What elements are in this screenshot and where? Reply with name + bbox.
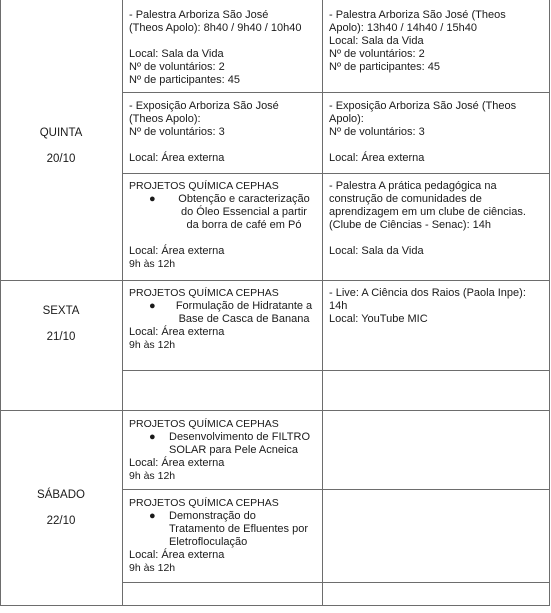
day-name: SÁBADO — [37, 489, 85, 501]
event-time: 9h às 12h — [129, 470, 176, 482]
event-cell — [129, 100, 319, 165]
event-volunteers: Nº de voluntários: 3 — [329, 126, 425, 138]
event-time: 9h às 12h — [129, 562, 176, 574]
event-cell — [129, 497, 319, 575]
event-volunteers: Nº de voluntários: 3 — [129, 126, 225, 138]
event-title: - Exposição Arboriza São José (Theos Apolo): — [329, 100, 517, 125]
event-title: - Palestra Arboriza São José (Theos Apolo): 8h40 / 9h40 / 10h40 — [129, 9, 302, 34]
event-time: 9h às 12h — [129, 339, 176, 351]
event-cell — [129, 418, 319, 483]
event-location: Local: Sala da Vida — [329, 35, 424, 47]
table-column-divider-1 — [122, 0, 123, 605]
event-title: - Exposição Arboriza São José (Theos Apolo): — [129, 100, 279, 125]
event-cell — [329, 100, 547, 165]
event-cell — [329, 9, 547, 74]
bullet-icon: ● — [149, 300, 156, 312]
event-cell — [129, 180, 319, 271]
event-location: Local: Área externa — [129, 245, 225, 257]
project-header: PROJETOS QUÍMICA CEPHAS — [129, 418, 279, 430]
event-location: Local: YouTube MIC — [329, 313, 428, 325]
event-title: - Palestra A prática pedagógica na construção de comunidades de aprendizagem em um clube de ciências. (Clube de Ciências - Senac): 14h — [329, 180, 526, 231]
day-label-sabado — [0, 489, 122, 541]
event-time: 9h às 12h — [129, 258, 176, 270]
event-location: Local: Área externa — [329, 152, 425, 164]
table-border-right — [549, 0, 550, 605]
event-cell — [329, 180, 547, 258]
bullet-icon: ● — [149, 510, 156, 522]
day-date: 20/10 — [46, 153, 76, 165]
event-location: Local: Sala da Vida — [129, 48, 224, 60]
event-title: - Palestra Arboriza São José (Theos Apolo): 13h40 / 14h40 / 15h40 — [329, 9, 506, 34]
bullet-icon: ● — [149, 193, 156, 205]
event-cell — [329, 287, 547, 326]
event-location: Local: Área externa — [129, 457, 225, 469]
project-bullet — [129, 300, 319, 326]
day-date: 22/10 — [46, 515, 76, 527]
event-location: Local: Área externa — [129, 326, 225, 338]
event-location: Local: Área externa — [129, 152, 225, 164]
project-title: Desenvolvimento de FILTRO SOLAR para Pele Acneica — [169, 431, 311, 456]
row-divider — [122, 370, 550, 371]
day-name: SEXTA — [42, 305, 80, 317]
event-title: - Live: A Ciência dos Raios (Paola Inpe): 14h — [329, 287, 526, 312]
project-bullet — [129, 193, 319, 232]
day-divider — [0, 410, 550, 411]
project-header: PROJETOS QUÍMICA CEPHAS — [129, 287, 279, 299]
event-volunteers: Nº de voluntários: 2 — [129, 61, 225, 73]
project-bullet — [129, 431, 319, 457]
project-bullet — [129, 510, 319, 549]
event-location: Local: Sala da Vida — [329, 245, 424, 257]
event-location: Local: Área externa — [129, 549, 225, 561]
event-participants: Nº de participantes: 45 — [329, 61, 441, 73]
table-column-divider-2 — [322, 0, 323, 605]
row-divider — [122, 173, 550, 174]
project-title: Obtenção e caracterização do Óleo Essencial a partir da borra de café em Pó — [178, 193, 310, 231]
day-label-quinta — [0, 127, 122, 179]
table-border-bottom — [0, 605, 550, 606]
day-divider — [0, 280, 550, 281]
project-header: PROJETOS QUÍMICA CEPHAS — [129, 180, 279, 192]
event-cell — [129, 9, 319, 87]
row-divider — [122, 582, 550, 583]
row-divider — [122, 489, 550, 490]
event-participants: Nº de participantes: 45 — [129, 74, 241, 86]
day-label-sexta — [0, 305, 122, 357]
bullet-icon: ● — [149, 431, 156, 443]
row-divider — [122, 92, 550, 93]
day-name: QUINTA — [39, 127, 83, 139]
project-title: Demonstração do Tratamento de Efluentes por Eletrofloculação — [169, 510, 309, 548]
project-title: Formulação de Hidratante a Base de Casca de Banana — [175, 300, 313, 325]
event-cell — [129, 287, 319, 352]
day-date: 21/10 — [46, 331, 76, 343]
event-volunteers: Nº de voluntários: 2 — [329, 48, 425, 60]
project-header: PROJETOS QUÍMICA CEPHAS — [129, 497, 279, 509]
